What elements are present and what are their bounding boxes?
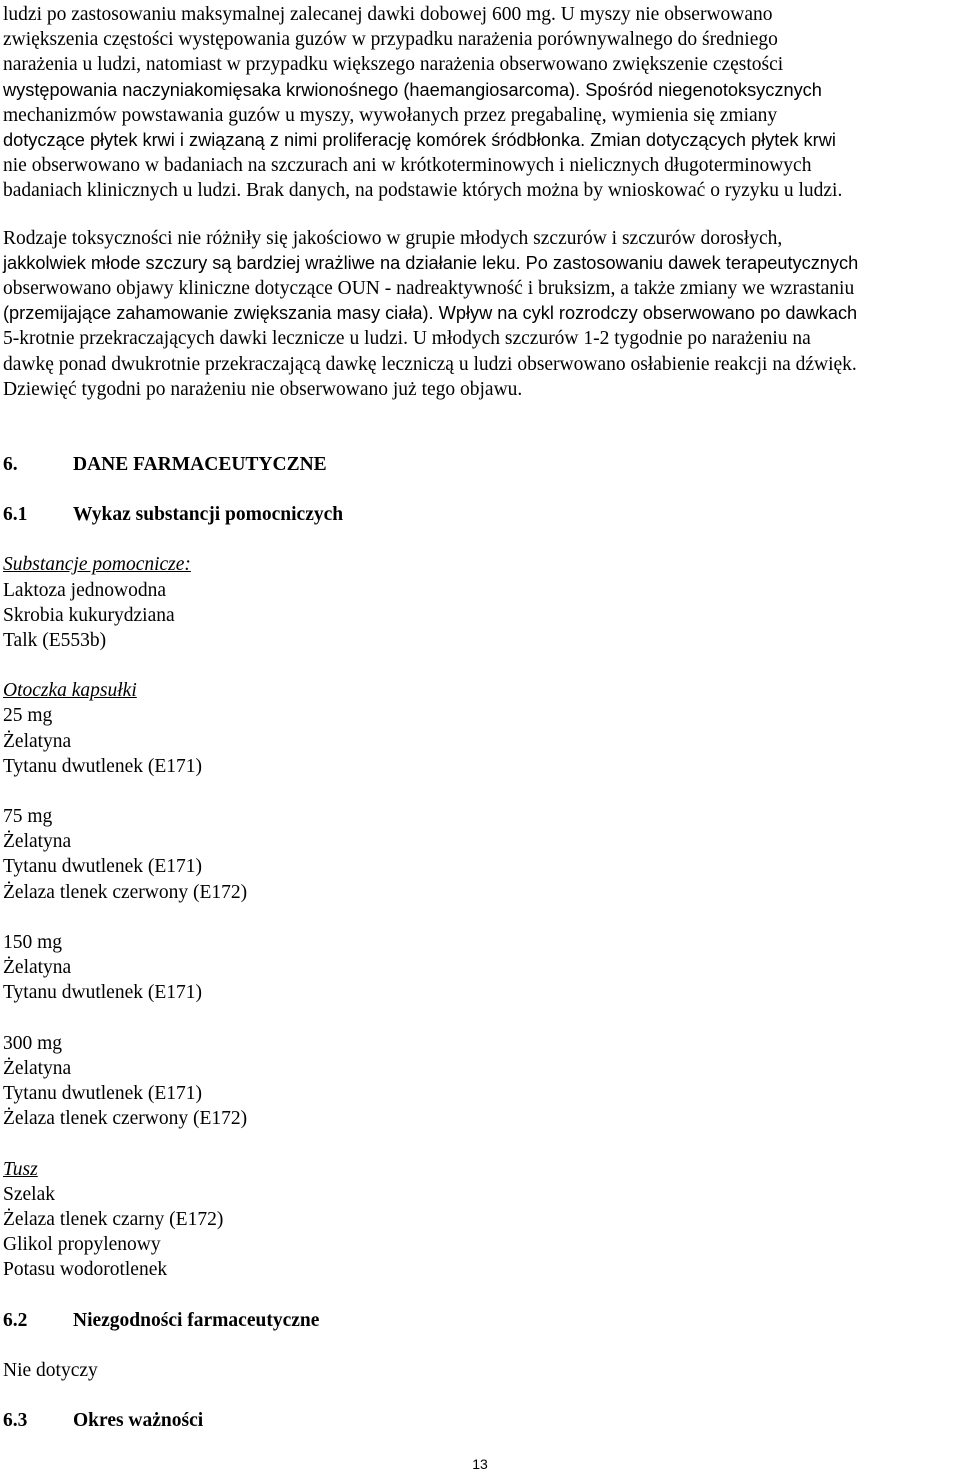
section-heading-6-1	[3, 502, 958, 527]
document-page	[3, 2, 958, 1433]
list-item: Żelaza tlenek czarny (E172)	[3, 1209, 224, 1231]
text-line: dawkę ponad dwukrotnie przekraczającą dawkę leczniczą u ludzi obserwowano osłabienie reakcji na dźwięk.	[3, 353, 857, 375]
section-heading-6	[3, 452, 958, 477]
text-line: ludzi po zastosowaniu maksymalnej zalecanej dawki dobowej 600 mg. U myszy nie obserwowano	[3, 4, 773, 25]
list-item: Żelatyna	[3, 730, 72, 752]
section-number: 6.	[3, 454, 18, 476]
text-line: Dziewięć tygodni po narażeniu nie obserwowano już tego objawu.	[3, 378, 523, 400]
list-item: Żelaza tlenek czerwony (E172)	[3, 1108, 248, 1130]
text-line: 5-krotnie przekraczających dawki lecznicze u ludzi. U młodych szczurów 1-2 tygodnie po narażeniu na	[3, 328, 811, 350]
list-item: Żelatyna	[3, 1057, 72, 1079]
list-item: Tytanu dwutlenek (E171)	[3, 856, 202, 878]
list-item: Tytanu dwutlenek (E171)	[3, 982, 202, 1004]
list-item: Żelaza tlenek czerwony (E172)	[3, 881, 248, 903]
text-line: mechanizmów powstawania guzów u myszy, wywołanych przez pregabalinę, wymienia się zmiany	[3, 104, 778, 126]
capsule-shell-list	[3, 678, 958, 1131]
text-line: nie obserwowano w badaniach na szczurach ani w krótkoterminowych i nielicznych długoterminowych	[3, 155, 812, 177]
section-6-2-body	[3, 1358, 958, 1383]
section-title: Niezgodności farmaceutyczne	[73, 1309, 320, 1331]
list-item: Żelatyna	[3, 831, 72, 853]
page-number: 13	[472, 1456, 488, 1472]
excipients-list	[3, 552, 958, 653]
list-item: Żelatyna	[3, 957, 72, 979]
list-item: Tytanu dwutlenek (E171)	[3, 1083, 202, 1105]
strength-label: 75 mg	[3, 806, 53, 828]
text-line: zwiększenia częstości występowania guzów w przypadku narażenia porównywalnego do średniego	[3, 29, 778, 51]
list-item: Potasu wodorotlenek	[3, 1259, 168, 1281]
list-item: Tytanu dwutlenek (E171)	[3, 755, 202, 777]
list-item: Szelak	[3, 1183, 55, 1205]
capsule-shell-heading: Otoczka kapsułki	[3, 680, 137, 702]
list-item: Talk (E553b)	[3, 629, 107, 651]
strength-label: 25 mg	[3, 705, 53, 727]
body-text: Nie dotyczy	[3, 1359, 98, 1381]
section-title: Okres ważności	[73, 1410, 204, 1432]
strength-label: 300 mg	[3, 1032, 63, 1054]
section-title: Wykaz substancji pomocniczych	[73, 504, 344, 526]
text-line: jakkolwiek młode szczury są bardziej wrażliwe na działanie leku. Po zastosowaniu dawek terapeutycznych	[3, 252, 859, 273]
excipients-heading: Substancje pomocnicze:	[3, 554, 191, 576]
text-line: dotyczące płytek krwi i związaną z nimi proliferację komórek śródbłonka. Zmian dotyczących płytek krwi	[3, 130, 836, 151]
paragraph-juvenile-toxicity	[3, 226, 958, 402]
ink-list	[3, 1157, 958, 1283]
strength-label: 150 mg	[3, 932, 63, 954]
text-line: (przemijające zahamowanie zwiększania masy ciała). Wpływ na cykl rozrodczy obserwowano po dawkach	[3, 303, 858, 324]
section-number: 6.3	[3, 1410, 28, 1432]
section-heading-6-2	[3, 1308, 958, 1333]
text-line: badaniach klinicznych u ludzi. Brak danych, na podstawie których można by wnioskować o ryzyku u ludzi.	[3, 180, 843, 202]
list-item: Skrobia kukurydziana	[3, 604, 175, 626]
section-title: DANE FARMACEUTYCZNE	[73, 454, 327, 476]
section-heading-6-3	[3, 1408, 958, 1433]
list-item: Glikol propylenowy	[3, 1234, 161, 1256]
section-number: 6.2	[3, 1309, 28, 1331]
section-number: 6.1	[3, 504, 28, 526]
ink-heading: Tusz	[3, 1158, 38, 1180]
text-line: narażenia u ludzi, natomiast w przypadku większego narażenia obserwowano zwiększenie częstości	[3, 54, 784, 76]
list-item: Laktoza jednowodna	[3, 579, 166, 601]
text-line: występowania naczyniakomięsaka krwionośnego (haemangiosarcoma). Spośród niegenotoksycznych	[3, 79, 822, 100]
text-line: obserwowano objawy kliniczne dotyczące OUN - nadreaktywność i bruksizm, a także zmiany we wzrastaniu	[3, 278, 855, 300]
text-line: Rodzaje toksyczności nie różniły się jakościowo w grupie młodych szczurów i szczurów dorosłych,	[3, 227, 783, 249]
paragraph-carcinogenicity	[3, 2, 958, 204]
